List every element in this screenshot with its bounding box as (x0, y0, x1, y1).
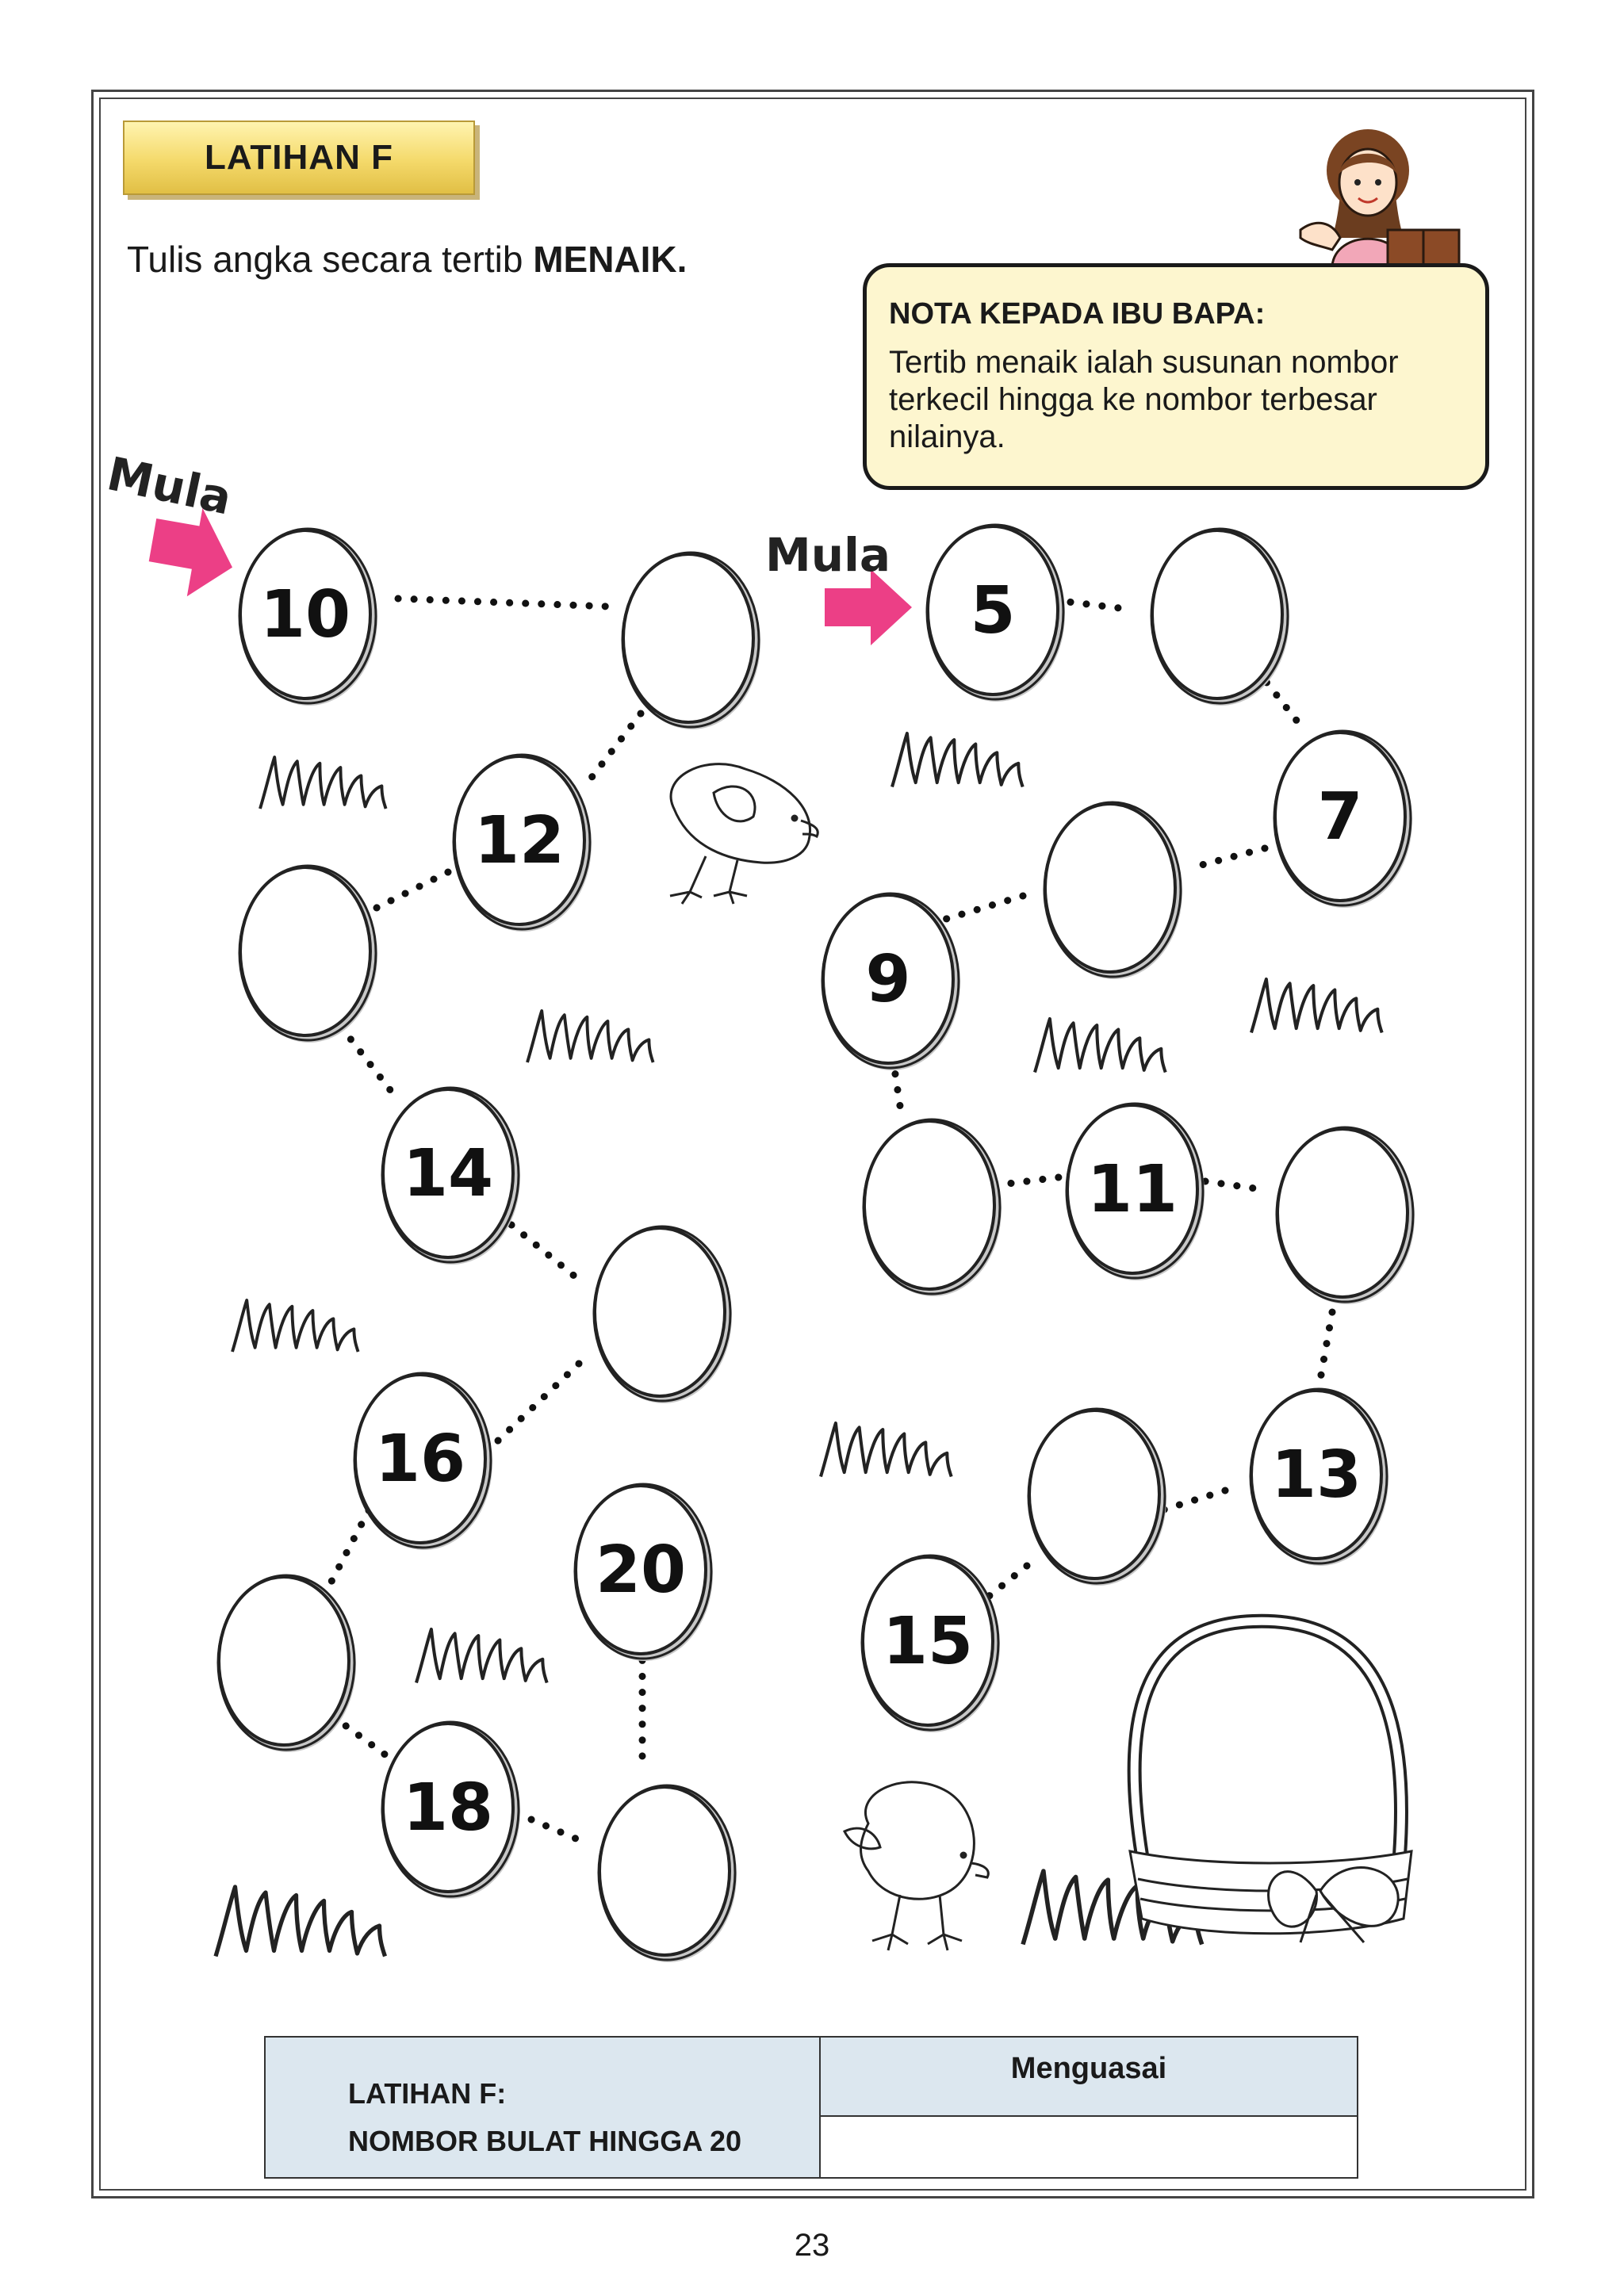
egg-blank[interactable] (1044, 802, 1182, 979)
egg-number: 16 (374, 1422, 466, 1497)
egg-numbered (382, 1088, 520, 1265)
instruction-text: Tulis angka secara tertib (127, 239, 534, 280)
grass-icon (892, 733, 1023, 787)
egg-numbered (454, 755, 592, 932)
egg-number: 13 (1270, 1437, 1362, 1513)
note-line: Tertib menaik ialah susunan nombor (889, 345, 1399, 380)
egg-numbered (239, 529, 377, 706)
grass-icon (216, 1887, 385, 1957)
exercise-title: LATIHAN F (123, 121, 475, 195)
egg-number: 10 (259, 577, 351, 652)
table-label-line1: LATIHAN F: (348, 2077, 507, 2110)
grass-icon (260, 757, 386, 809)
egg-number: 14 (402, 1136, 494, 1211)
egg-numbered (1067, 1104, 1205, 1280)
egg-numbered (382, 1722, 520, 1899)
egg-number: 5 (970, 573, 1016, 649)
egg-blank[interactable] (218, 1575, 356, 1752)
note-title: NOTA KEPADA IBU BAPA: (889, 297, 1266, 331)
egg-number: 9 (865, 942, 911, 1017)
grass-icon (416, 1629, 547, 1683)
table-label-cell (266, 2038, 821, 2177)
grass-icon (527, 1011, 653, 1062)
egg-numbered (927, 525, 1065, 702)
egg-blank[interactable] (622, 553, 760, 729)
grass-icon (821, 1423, 952, 1477)
start-label-right: Mula (765, 528, 891, 582)
instruction-bold: MENAIK. (533, 239, 688, 280)
table-header-mastery: Menguasai (821, 2038, 1357, 2117)
egg-number: 18 (402, 1770, 494, 1846)
egg-blank[interactable] (1277, 1127, 1415, 1304)
egg-numbered (862, 1556, 1000, 1732)
grass-icon (1035, 1019, 1166, 1073)
egg-number: 15 (882, 1604, 974, 1679)
egg-blank[interactable] (599, 1785, 737, 1962)
egg-numbered (354, 1373, 492, 1550)
egg-path (218, 525, 1415, 1962)
egg-blank[interactable] (864, 1119, 1002, 1296)
mastery-table (264, 2036, 1358, 2179)
parent-note (863, 263, 1489, 490)
egg-numbered (822, 894, 960, 1070)
page-number: 23 (794, 2228, 830, 2263)
table-label-line2: NOMBOR BULAT HINGGA 20 (348, 2125, 742, 2157)
chick-icon (845, 1782, 988, 1950)
note-line: nilainya. (889, 419, 1005, 454)
chick-icon (670, 764, 818, 904)
egg-blank[interactable] (239, 866, 377, 1043)
note-line: terkecil hingga ke nombor terbesar (889, 382, 1377, 417)
egg-numbered (1274, 731, 1412, 908)
egg-blank[interactable] (1151, 529, 1289, 706)
mastery-answer-cell[interactable] (821, 2117, 1357, 2177)
egg-number: 7 (1317, 779, 1363, 855)
start-label-left: Mula (102, 446, 237, 526)
egg-numbered (575, 1484, 713, 1661)
egg-numbered (1251, 1389, 1388, 1566)
egg-number: 11 (1086, 1152, 1178, 1227)
basket-icon (1130, 1621, 1411, 1942)
egg-blank[interactable] (1028, 1409, 1166, 1586)
egg-number: 20 (595, 1533, 687, 1608)
egg-blank[interactable] (594, 1226, 732, 1403)
grass-icon (1251, 979, 1382, 1033)
teacher-icon (1300, 129, 1459, 270)
note-body (889, 344, 1463, 456)
egg-number: 12 (473, 803, 565, 878)
grass-icon (232, 1300, 358, 1352)
